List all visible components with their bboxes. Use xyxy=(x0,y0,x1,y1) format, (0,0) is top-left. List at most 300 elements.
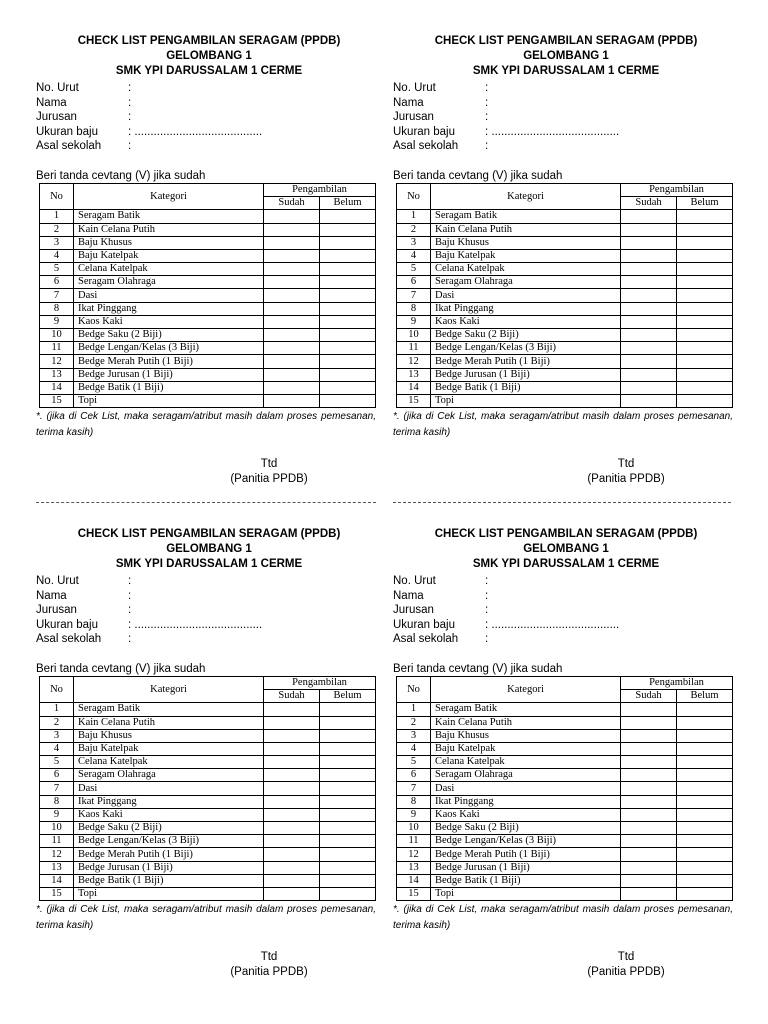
row-number: 13 xyxy=(397,368,431,381)
identity-fields xyxy=(393,81,739,154)
checkbox-sudah[interactable] xyxy=(621,887,677,900)
checkbox-belum[interactable] xyxy=(677,381,733,394)
table-row xyxy=(397,716,733,729)
checkbox-belum[interactable] xyxy=(677,263,733,276)
checkbox-belum[interactable] xyxy=(320,355,376,368)
checkbox-sudah[interactable] xyxy=(264,289,320,302)
checkbox-sudah[interactable] xyxy=(264,861,320,874)
field-label: Asal sekolah xyxy=(393,140,459,153)
checklist-table xyxy=(396,676,733,901)
checkbox-sudah[interactable] xyxy=(264,874,320,887)
table-row xyxy=(397,795,733,808)
checkbox-belum[interactable] xyxy=(677,795,733,808)
col-header-no: No xyxy=(397,183,431,209)
table-row xyxy=(397,236,733,249)
form-title xyxy=(36,34,382,79)
table-row xyxy=(40,782,376,795)
instruction-text: Beri tanda cevtang (V) jika sudah xyxy=(36,169,206,182)
checkbox-sudah[interactable] xyxy=(264,263,320,276)
checkbox-belum[interactable] xyxy=(320,381,376,394)
row-kategori: Bedge Lengan/Kelas (3 Biji) xyxy=(74,342,264,355)
row-kategori: Kaos Kaki xyxy=(74,315,264,328)
row-kategori: Topi xyxy=(431,887,621,900)
row-number: 11 xyxy=(40,342,74,355)
row-number: 12 xyxy=(397,355,431,368)
row-kategori: Bedge Merah Putih (1 Biji) xyxy=(431,355,621,368)
checkbox-belum[interactable] xyxy=(677,861,733,874)
field-label: Ukuran baju xyxy=(36,618,99,631)
row-kategori: Ikat Pinggang xyxy=(74,302,264,315)
checkbox-belum[interactable] xyxy=(320,223,376,236)
instruction-text: Beri tanda cevtang (V) jika sudah xyxy=(36,662,206,675)
col-header-no: No xyxy=(40,676,74,702)
checkbox-sudah[interactable] xyxy=(621,236,677,249)
row-number: 3 xyxy=(40,236,74,249)
checkbox-belum[interactable] xyxy=(320,769,376,782)
checkbox-sudah[interactable] xyxy=(264,835,320,848)
row-number: 8 xyxy=(40,302,74,315)
row-number: 8 xyxy=(397,302,431,315)
field-value: : xyxy=(485,589,489,602)
title-line-1: CHECK LIST PENGAMBILAN SERAGAM (PPDB) xyxy=(77,35,341,47)
signature-panitia: (Panitia PPDB) xyxy=(587,473,665,486)
checkbox-sudah[interactable] xyxy=(264,276,320,289)
row-kategori: Dasi xyxy=(74,289,264,302)
table-row xyxy=(397,315,733,328)
cut-line-right xyxy=(393,502,731,503)
table-row xyxy=(397,302,733,315)
table-row xyxy=(40,368,376,381)
table-row xyxy=(40,848,376,861)
checkbox-sudah[interactable] xyxy=(264,769,320,782)
field-nama xyxy=(393,96,739,111)
checkbox-sudah[interactable] xyxy=(264,729,320,742)
checkbox-belum[interactable] xyxy=(320,729,376,742)
checkbox-belum[interactable] xyxy=(320,822,376,835)
checkbox-sudah[interactable] xyxy=(621,874,677,887)
field-label: Jurusan xyxy=(393,604,434,617)
row-kategori: Celana Katelpak xyxy=(74,756,264,769)
checkbox-belum[interactable] xyxy=(320,861,376,874)
col-header-belum: Belum xyxy=(320,690,376,703)
checkbox-sudah[interactable] xyxy=(264,887,320,900)
checkbox-sudah[interactable] xyxy=(621,263,677,276)
col-header-sudah: Sudah xyxy=(264,197,320,210)
row-kategori: Bedge Saku (2 Biji) xyxy=(431,822,621,835)
checkbox-sudah[interactable] xyxy=(264,342,320,355)
checkbox-sudah[interactable] xyxy=(621,289,677,302)
checkbox-belum[interactable] xyxy=(677,742,733,755)
table-row xyxy=(40,289,376,302)
checkbox-sudah[interactable] xyxy=(264,394,320,407)
row-number: 1 xyxy=(40,210,74,223)
checkbox-belum[interactable] xyxy=(320,782,376,795)
title-line-2: GELOMBANG 1 xyxy=(166,543,252,555)
footnote: *. (jika di Cek List, maka seragam/atribut masih dalam proses pemesanan, terima kasih) xyxy=(393,904,733,932)
signature-block xyxy=(513,950,739,980)
checkbox-sudah[interactable] xyxy=(621,795,677,808)
table-row xyxy=(40,822,376,835)
checkbox-belum[interactable] xyxy=(677,289,733,302)
row-number: 13 xyxy=(397,861,431,874)
checkbox-sudah[interactable] xyxy=(621,381,677,394)
col-header-pengambilan: Pengambilan xyxy=(621,676,733,689)
field-jurusan xyxy=(36,110,382,125)
row-kategori: Baju Khusus xyxy=(431,236,621,249)
field-value: : xyxy=(485,633,489,646)
row-kategori: Kain Celana Putih xyxy=(74,716,264,729)
row-kategori: Seragam Batik xyxy=(431,210,621,223)
table-row xyxy=(40,342,376,355)
row-kategori: Bedge Lengan/Kelas (3 Biji) xyxy=(74,835,264,848)
row-number: 11 xyxy=(397,835,431,848)
checkbox-sudah[interactable] xyxy=(264,756,320,769)
checkbox-sudah[interactable] xyxy=(621,756,677,769)
checkbox-belum[interactable] xyxy=(677,769,733,782)
row-number: 2 xyxy=(397,716,431,729)
checkbox-sudah[interactable] xyxy=(621,848,677,861)
checkbox-belum[interactable] xyxy=(320,703,376,716)
table-row xyxy=(40,874,376,887)
identity-fields xyxy=(36,81,382,154)
signature-ttd: Ttd xyxy=(260,951,278,964)
row-number: 10 xyxy=(397,329,431,342)
checkbox-belum[interactable] xyxy=(320,249,376,262)
checkbox-belum[interactable] xyxy=(320,808,376,821)
checkbox-sudah[interactable] xyxy=(621,782,677,795)
field-jurusan xyxy=(393,110,739,125)
row-number: 14 xyxy=(40,874,74,887)
checkbox-sudah[interactable] xyxy=(621,729,677,742)
title-line-3: SMK YPI DARUSSALAM 1 CERME xyxy=(472,558,660,570)
checkbox-belum[interactable] xyxy=(320,342,376,355)
checkbox-sudah[interactable] xyxy=(264,249,320,262)
row-kategori: Baju Katelpak xyxy=(431,249,621,262)
checkbox-sudah[interactable] xyxy=(621,835,677,848)
checkbox-belum[interactable] xyxy=(320,263,376,276)
row-number: 1 xyxy=(397,210,431,223)
field-label: Jurusan xyxy=(36,604,77,617)
table-row xyxy=(40,276,376,289)
table-row xyxy=(397,263,733,276)
row-kategori: Bedge Saku (2 Biji) xyxy=(74,329,264,342)
checkbox-sudah[interactable] xyxy=(264,315,320,328)
field-value: : xyxy=(485,82,489,94)
footnote: *. (jika di Cek List, maka seragam/atribut masih dalam proses pemesanan, terima kasih) xyxy=(36,904,376,932)
checkbox-sudah[interactable] xyxy=(621,302,677,315)
table-row xyxy=(397,729,733,742)
col-header-belum: Belum xyxy=(677,197,733,210)
row-number: 10 xyxy=(40,822,74,835)
checkbox-sudah[interactable] xyxy=(621,822,677,835)
checkbox-belum[interactable] xyxy=(677,822,733,835)
table-row xyxy=(397,223,733,236)
row-number: 6 xyxy=(40,276,74,289)
table-row xyxy=(397,808,733,821)
checkbox-belum[interactable] xyxy=(677,394,733,407)
checkbox-belum[interactable] xyxy=(677,756,733,769)
row-number: 7 xyxy=(397,289,431,302)
checkbox-sudah[interactable] xyxy=(621,742,677,755)
field-asal-sekolah xyxy=(393,139,739,154)
row-kategori: Seragam Batik xyxy=(74,210,264,223)
row-kategori: Celana Katelpak xyxy=(74,263,264,276)
checkbox-sudah[interactable] xyxy=(264,716,320,729)
checkbox-sudah[interactable] xyxy=(621,808,677,821)
row-number: 9 xyxy=(40,808,74,821)
checkbox-belum[interactable] xyxy=(677,236,733,249)
checkbox-belum[interactable] xyxy=(320,835,376,848)
row-kategori: Bedge Batik (1 Biji) xyxy=(74,381,264,394)
checkbox-sudah[interactable] xyxy=(621,703,677,716)
row-number: 3 xyxy=(397,236,431,249)
checkbox-belum[interactable] xyxy=(320,315,376,328)
row-kategori: Ikat Pinggang xyxy=(431,302,621,315)
row-number: 9 xyxy=(397,808,431,821)
checkbox-belum[interactable] xyxy=(677,887,733,900)
table-row xyxy=(40,302,376,315)
checkbox-sudah[interactable] xyxy=(264,742,320,755)
row-number: 5 xyxy=(397,263,431,276)
table-row xyxy=(397,381,733,394)
checkbox-sudah[interactable] xyxy=(264,795,320,808)
checkbox-sudah[interactable] xyxy=(264,822,320,835)
row-kategori: Bedge Merah Putih (1 Biji) xyxy=(74,848,264,861)
field-value: : xyxy=(485,575,489,587)
field-asal-sekolah xyxy=(393,632,739,647)
table-row xyxy=(397,210,733,223)
checkbox-belum[interactable] xyxy=(320,716,376,729)
field-label: Nama xyxy=(393,589,424,602)
table-row xyxy=(397,822,733,835)
checkbox-sudah[interactable] xyxy=(621,342,677,355)
instruction-text: Beri tanda cevtang (V) jika sudah xyxy=(393,169,563,182)
checkbox-belum[interactable] xyxy=(677,210,733,223)
col-header-belum: Belum xyxy=(320,197,376,210)
checkbox-sudah[interactable] xyxy=(621,716,677,729)
checkbox-belum[interactable] xyxy=(677,835,733,848)
row-number: 2 xyxy=(40,716,74,729)
checkbox-sudah[interactable] xyxy=(621,861,677,874)
row-kategori: Seragam Olahraga xyxy=(431,276,621,289)
checkbox-sudah[interactable] xyxy=(621,769,677,782)
checkbox-belum[interactable] xyxy=(677,848,733,861)
checkbox-belum[interactable] xyxy=(677,782,733,795)
field-nama xyxy=(393,589,739,604)
checkbox-sudah[interactable] xyxy=(621,315,677,328)
footnote: *. (jika di Cek List, maka seragam/atribut masih dalam proses pemesanan, terima kasih) xyxy=(393,411,733,439)
row-kategori: Bedge Lengan/Kelas (3 Biji) xyxy=(431,835,621,848)
table-row xyxy=(397,289,733,302)
checkbox-belum[interactable] xyxy=(677,315,733,328)
checkbox-belum[interactable] xyxy=(320,848,376,861)
checkbox-sudah[interactable] xyxy=(621,210,677,223)
checkbox-sudah[interactable] xyxy=(264,236,320,249)
row-number: 3 xyxy=(397,729,431,742)
checkbox-belum[interactable] xyxy=(677,703,733,716)
row-number: 12 xyxy=(40,848,74,861)
table-row xyxy=(397,329,733,342)
row-kategori: Bedge Batik (1 Biji) xyxy=(74,874,264,887)
signature-panitia: (Panitia PPDB) xyxy=(587,966,665,979)
checkbox-belum[interactable] xyxy=(677,342,733,355)
table-row xyxy=(40,716,376,729)
row-kategori: Kaos Kaki xyxy=(74,808,264,821)
row-kategori: Bedge Saku (2 Biji) xyxy=(431,329,621,342)
row-kategori: Bedge Jurusan (1 Biji) xyxy=(431,861,621,874)
checkbox-belum[interactable] xyxy=(320,887,376,900)
checkbox-sudah[interactable] xyxy=(264,223,320,236)
checkbox-belum[interactable] xyxy=(320,756,376,769)
checkbox-belum[interactable] xyxy=(677,368,733,381)
col-header-sudah: Sudah xyxy=(621,197,677,210)
checkbox-sudah[interactable] xyxy=(264,302,320,315)
checkbox-belum[interactable] xyxy=(677,355,733,368)
checkbox-sudah[interactable] xyxy=(264,210,320,223)
table-row xyxy=(40,769,376,782)
field-value: : xyxy=(128,589,132,602)
row-kategori: Kaos Kaki xyxy=(431,808,621,821)
row-number: 10 xyxy=(40,329,74,342)
table-row xyxy=(40,861,376,874)
identity-fields xyxy=(393,574,739,647)
row-kategori: Dasi xyxy=(431,782,621,795)
row-kategori: Bedge Jurusan (1 Biji) xyxy=(431,368,621,381)
checkbox-belum[interactable] xyxy=(320,329,376,342)
table-row xyxy=(397,835,733,848)
row-kategori: Seragam Olahraga xyxy=(74,769,264,782)
checkbox-sudah[interactable] xyxy=(264,808,320,821)
table-row xyxy=(40,808,376,821)
checkbox-belum[interactable] xyxy=(320,394,376,407)
checkbox-belum[interactable] xyxy=(320,289,376,302)
checkbox-belum[interactable] xyxy=(677,716,733,729)
checkbox-belum[interactable] xyxy=(677,808,733,821)
signature-panitia: (Panitia PPDB) xyxy=(230,966,308,979)
row-number: 4 xyxy=(40,249,74,262)
checkbox-belum[interactable] xyxy=(677,276,733,289)
signature-ttd: Ttd xyxy=(617,951,635,964)
col-header-sudah: Sudah xyxy=(621,690,677,703)
checkbox-belum[interactable] xyxy=(320,742,376,755)
checkbox-belum[interactable] xyxy=(677,729,733,742)
row-number: 7 xyxy=(40,289,74,302)
row-number: 9 xyxy=(397,315,431,328)
table-row xyxy=(40,729,376,742)
row-number: 4 xyxy=(40,742,74,755)
checkbox-belum[interactable] xyxy=(320,210,376,223)
row-kategori: Celana Katelpak xyxy=(431,263,621,276)
row-number: 6 xyxy=(397,276,431,289)
row-kategori: Dasi xyxy=(431,289,621,302)
field-ukuran-baju xyxy=(393,125,739,140)
row-number: 2 xyxy=(40,223,74,236)
field-no-urut xyxy=(36,574,382,589)
table-row xyxy=(40,210,376,223)
table-row xyxy=(40,835,376,848)
row-kategori: Bedge Saku (2 Biji) xyxy=(74,822,264,835)
checkbox-belum[interactable] xyxy=(320,795,376,808)
checkbox-sudah[interactable] xyxy=(621,329,677,342)
field-value: : xyxy=(128,111,132,124)
row-kategori: Baju Khusus xyxy=(431,729,621,742)
checkbox-sudah[interactable] xyxy=(264,381,320,394)
field-asal-sekolah xyxy=(36,632,382,647)
checkbox-belum[interactable] xyxy=(320,302,376,315)
field-value: : xyxy=(485,140,489,153)
col-header-pengambilan: Pengambilan xyxy=(264,183,376,196)
row-kategori: Bedge Batik (1 Biji) xyxy=(431,381,621,394)
row-kategori: Baju Katelpak xyxy=(74,742,264,755)
field-value: : ........................................ xyxy=(485,125,620,138)
row-number: 11 xyxy=(397,342,431,355)
row-kategori: Bedge Merah Putih (1 Biji) xyxy=(431,848,621,861)
row-number: 2 xyxy=(397,223,431,236)
checkbox-sudah[interactable] xyxy=(264,782,320,795)
checkbox-sudah[interactable] xyxy=(621,249,677,262)
checkbox-belum[interactable] xyxy=(677,302,733,315)
checkbox-sudah[interactable] xyxy=(621,276,677,289)
col-header-kategori: Kategori xyxy=(74,183,264,209)
row-kategori: Bedge Jurusan (1 Biji) xyxy=(74,861,264,874)
row-number: 15 xyxy=(397,887,431,900)
row-kategori: Seragam Batik xyxy=(431,703,621,716)
table-row xyxy=(397,769,733,782)
checkbox-belum[interactable] xyxy=(320,874,376,887)
field-nama xyxy=(36,96,382,111)
field-value: : xyxy=(485,96,489,109)
row-kategori: Kaos Kaki xyxy=(431,315,621,328)
checkbox-sudah[interactable] xyxy=(621,394,677,407)
checkbox-belum[interactable] xyxy=(677,249,733,262)
checkbox-belum[interactable] xyxy=(677,223,733,236)
checkbox-belum[interactable] xyxy=(320,276,376,289)
instruction-text: Beri tanda cevtang (V) jika sudah xyxy=(393,662,563,675)
col-header-belum: Belum xyxy=(677,690,733,703)
checkbox-sudah[interactable] xyxy=(264,355,320,368)
row-number: 5 xyxy=(397,756,431,769)
checkbox-belum[interactable] xyxy=(320,368,376,381)
checkbox-sudah[interactable] xyxy=(621,223,677,236)
row-number: 6 xyxy=(397,769,431,782)
field-label: Nama xyxy=(393,96,424,109)
row-number: 14 xyxy=(397,381,431,394)
checkbox-sudah[interactable] xyxy=(621,355,677,368)
row-number: 15 xyxy=(397,394,431,407)
checkbox-belum[interactable] xyxy=(677,874,733,887)
checkbox-belum[interactable] xyxy=(677,329,733,342)
cut-line-left xyxy=(36,502,376,503)
checkbox-belum[interactable] xyxy=(320,236,376,249)
field-no-urut xyxy=(36,81,382,96)
title-line-1: CHECK LIST PENGAMBILAN SERAGAM (PPDB) xyxy=(77,528,341,540)
field-label: Nama xyxy=(36,96,67,109)
checkbox-sudah[interactable] xyxy=(264,703,320,716)
identity-fields xyxy=(36,574,382,647)
checkbox-sudah[interactable] xyxy=(264,848,320,861)
row-number: 11 xyxy=(40,835,74,848)
field-label: Ukuran baju xyxy=(393,125,456,138)
row-kategori: Seragam Batik xyxy=(74,703,264,716)
signature-panitia: (Panitia PPDB) xyxy=(230,473,308,486)
table-row xyxy=(397,848,733,861)
checkbox-sudah[interactable] xyxy=(264,329,320,342)
table-row xyxy=(40,381,376,394)
checkbox-sudah[interactable] xyxy=(264,368,320,381)
checkbox-sudah[interactable] xyxy=(621,368,677,381)
table-row xyxy=(397,861,733,874)
table-row xyxy=(40,756,376,769)
